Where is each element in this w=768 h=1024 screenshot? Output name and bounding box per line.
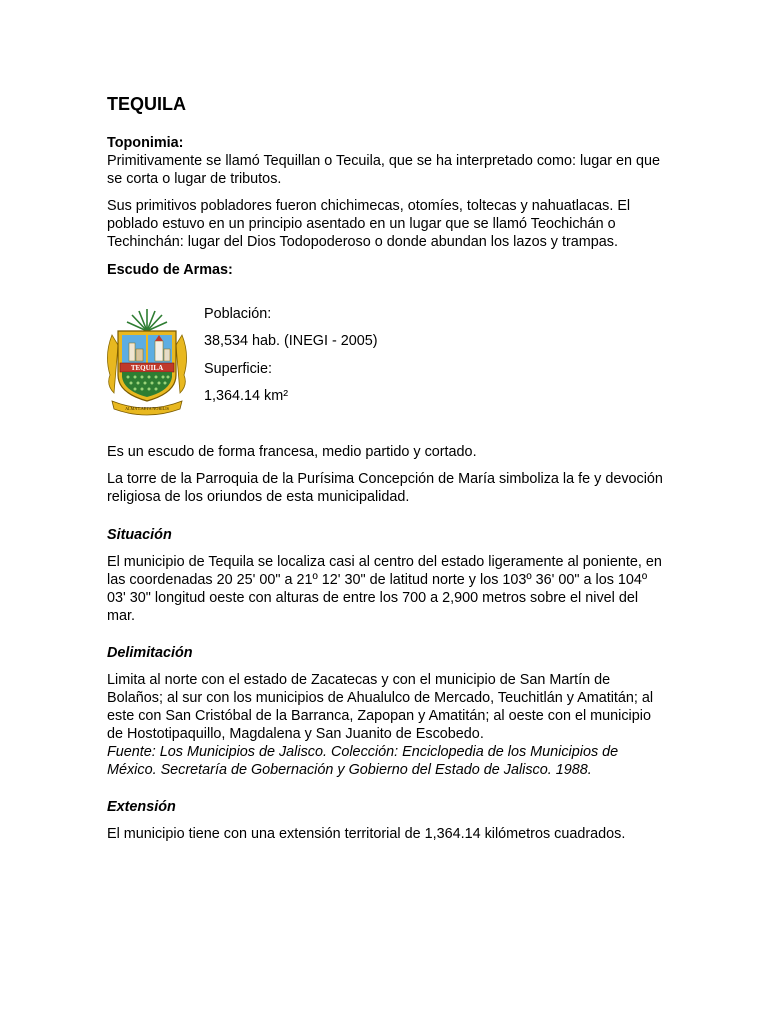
crest-motto-text: ALMA LAETA NOBILIS xyxy=(125,406,169,411)
extension-text-block xyxy=(107,825,677,843)
page-title: TEQUILA xyxy=(107,94,186,114)
toponimia-paragraph-1: Primitivamente se llamó Tequillan o Tecuila, que se ha interpretado como: lugar en que se corta o lugar de tributos. xyxy=(107,153,661,187)
extension-text: El municipio tiene con una extensión territorial de 1,364.14 kilómetros cuadrados. xyxy=(107,826,626,842)
situacion-heading-block xyxy=(107,526,667,544)
coat-of-arms-image xyxy=(104,305,190,417)
toponimia-paragraph-2-block xyxy=(107,197,667,251)
escudo-paragraph-1-block xyxy=(107,443,667,461)
poblacion-value: 38,534 hab. (INEGI - 2005) xyxy=(204,333,378,349)
delimitacion-source: Fuente: Los Municipios de Jalisco. Colección: Enciclopedia de los Municipios de México. Secretaría de Gobernación y Gobierno del Estado de Jalisco. 1988. xyxy=(107,744,619,778)
delimitacion-heading-block xyxy=(107,644,667,662)
delimitacion-text: Limita al norte con el estado de Zacatecas y con el municipio de San Martín de Bolaños; al sur con los municipios de Ahualulco de Mercado, Teuchitlán y Amatitán; al este con San Cristóbal de la Barranca, Zapopan y Amatitán; al oeste con el municipio de Hostotipaquillo, Magdalena y San Juanito de Escobedo. xyxy=(107,672,654,742)
escudo-heading-block xyxy=(107,261,667,279)
poblacion-label: Población: xyxy=(204,306,272,322)
situacion-text-block xyxy=(107,553,667,625)
crest-banner-text: TEQUILA xyxy=(130,364,164,372)
toponimia-heading: Toponimia: xyxy=(107,135,184,151)
escudo-paragraph-2-block xyxy=(107,470,667,506)
superficie-label: Superficie: xyxy=(204,361,272,377)
toponimia-section xyxy=(107,134,667,188)
extension-heading: Extensión xyxy=(107,799,176,815)
delimitacion-heading: Delimitación xyxy=(107,645,193,661)
superficie-value: 1,364.14 km² xyxy=(204,388,288,404)
toponimia-paragraph-2: Sus primitivos pobladores fueron chichimecas, otomíes, toltecas y nahuatlacas. El poblado estuvo en un principio asentado en un lugar que se llamó Teochichán o Techinchán: lugar del Dios Todopoderoso o donde abundan los lazos y trampas. xyxy=(107,198,631,250)
escudo-paragraph-1: Es un escudo de forma francesa, medio partido y cortado. xyxy=(107,444,477,460)
escudo-paragraph-2: La torre de la Parroquia de la Purísima Concepción de María simboliza la fe y devoción religiosa de los oriundos de esta municipalidad. xyxy=(107,471,663,505)
situacion-heading: Situación xyxy=(107,527,172,543)
delimitacion-text-block xyxy=(107,671,667,779)
situacion-text: El municipio de Tequila se localiza casi al centro del estado ligeramente al poniente, en las coordenadas 20 25' 00" a 21º 12' 30" de latitud norte y los 103º 36' 00" a los 104º 03' 30" longitud oeste con alturas de entre los 700 a 2,900 metros sobre el nivel del mar. xyxy=(107,554,662,624)
escudo-heading: Escudo de Armas: xyxy=(107,262,233,278)
extension-heading-block xyxy=(107,798,667,816)
